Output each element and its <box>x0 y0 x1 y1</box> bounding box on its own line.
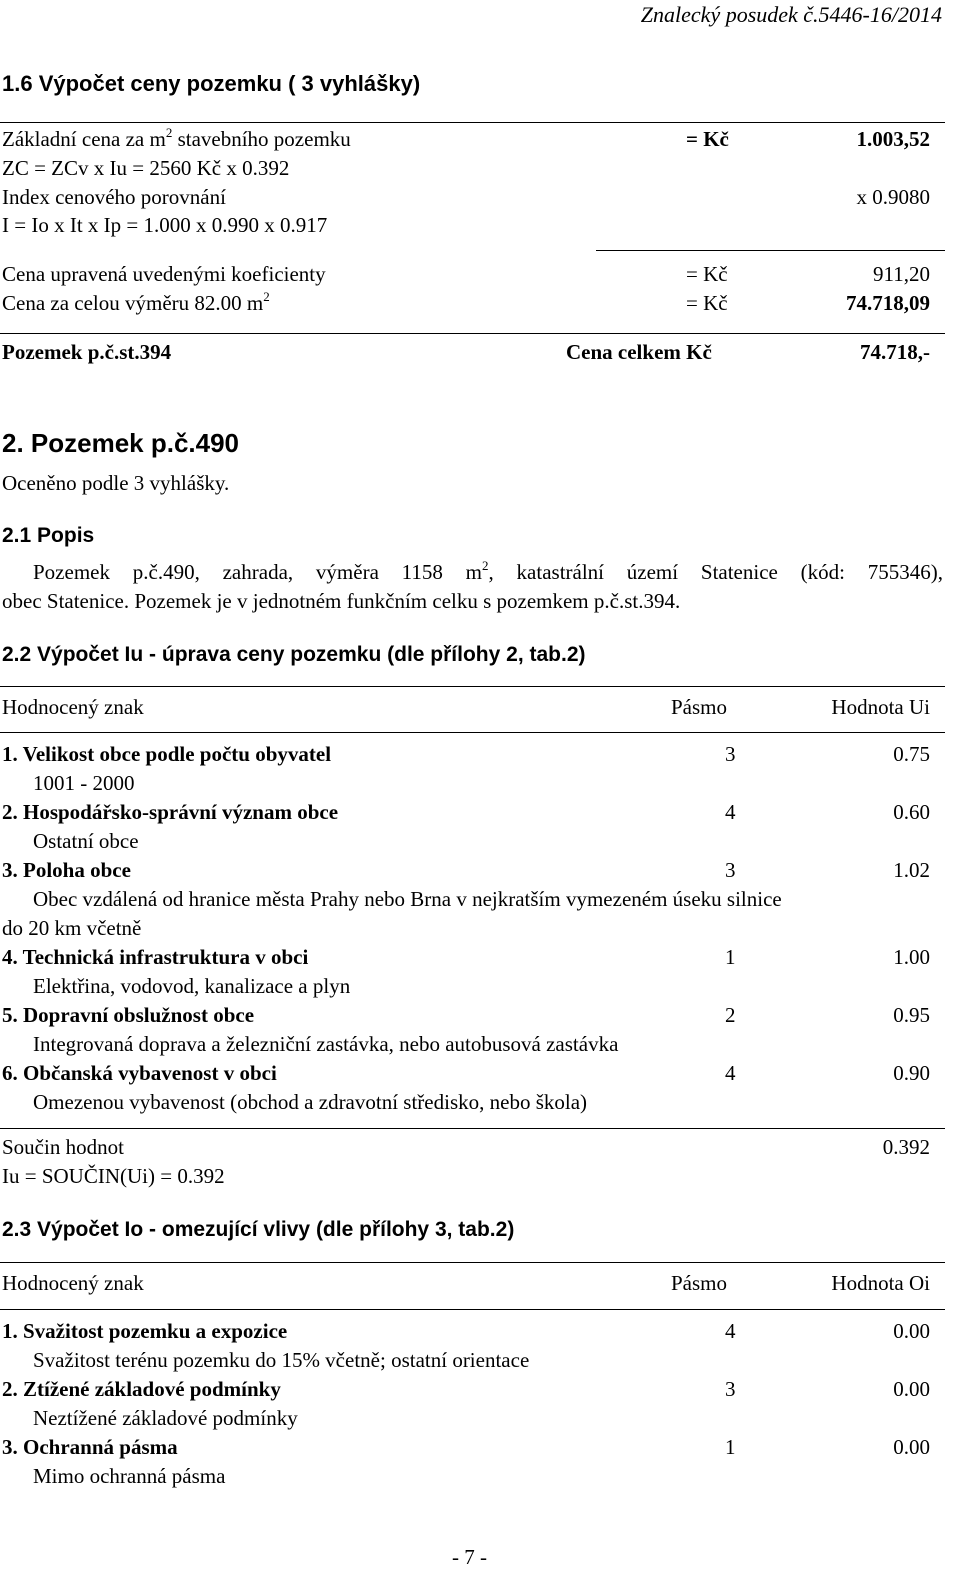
page-number: - 7 - <box>452 1545 487 1569</box>
criterion-zone: 3 <box>725 1377 736 1401</box>
divider <box>0 1262 945 1263</box>
criterion-name: 6. Občanská vybavenost v obci <box>2 1061 277 1085</box>
criterion-name: 1. Velikost obce podle počtu obyvatel <box>2 742 332 766</box>
criterion-description: Integrovaná doprava a železniční zastávka, nebo autobusová zastávka <box>33 1032 619 1056</box>
criterion-description-cont: do 20 km včetně <box>2 916 142 940</box>
description-line-2: obec Statenice. Pozemek je v jednotném funkčním celku s pozemkem p.č.st.394. <box>2 589 681 613</box>
section-heading-text: 1.6 Výpočet ceny pozemku ( 3 vyhlášky) <box>2 71 421 96</box>
section-heading-2: 2. Pozemek p.č.490 <box>2 428 240 458</box>
criterion-name: 4. Technická infrastruktura v obci <box>2 945 309 969</box>
criterion-description: Obec vzdálená od hranice města Prahy nebo Brna v nejkratším vymezeném úseku silnice <box>33 887 782 911</box>
divider <box>0 122 945 123</box>
parcel-total-value: 74.718,- <box>860 340 930 364</box>
total-area-price-unit: = Kč <box>686 291 728 315</box>
criterion-value: 0.00 <box>893 1435 930 1459</box>
base-price-label: Základní cena za $m^2$ stavebního pozemku <box>2 125 351 151</box>
base-price-value: 1.003,52 <box>856 127 930 151</box>
criterion-description: Svažitost terénu pozemku do 15% včetně; ostatní orientace <box>33 1348 530 1372</box>
iu-formula: Iu = SOUČIN(Ui) = 0.392 <box>2 1164 225 1188</box>
divider <box>0 1309 945 1310</box>
divider <box>0 1128 945 1129</box>
criterion-name: 5. Dopravní obslužnost obce <box>2 1003 255 1027</box>
product-label: Součin hodnot <box>2 1135 124 1159</box>
criterion-value: 1.02 <box>893 858 930 882</box>
section-heading-2-3: 2.3 Výpočet Io - omezující vlivy (dle přílohy 3, tab.2) <box>2 1218 515 1241</box>
adjusted-price-value: 911,20 <box>873 262 930 286</box>
table-header-value: Hodnota Oi <box>831 1271 930 1295</box>
description-line-1: Pozemek p.č.490, zahrada, výměra 1158 $m^2$, katastrální území Statenice (kód: 755346), <box>33 558 943 584</box>
price-index-label: Index cenového porovnání <box>2 185 226 209</box>
total-area-price-value: 74.718,09 <box>846 291 930 315</box>
criterion-zone: 1 <box>725 945 736 969</box>
base-price-unit: = Kč <box>686 127 729 151</box>
table-header-value: Hodnota Ui <box>831 695 930 719</box>
criterion-zone: 4 <box>725 1061 736 1085</box>
adjusted-price-label: Cena upravená uvedenými koeficienty <box>2 262 326 286</box>
criterion-value: 0.00 <box>893 1319 930 1343</box>
criterion-description: Ostatní obce <box>33 829 139 853</box>
table-header-feature: Hodnocený znak <box>2 695 144 719</box>
criterion-zone: 3 <box>725 742 736 766</box>
criterion-zone: 3 <box>725 858 736 882</box>
criterion-value: 0.00 <box>893 1377 930 1401</box>
criterion-description: Neztížené základové podmínky <box>33 1406 298 1430</box>
criterion-zone: 4 <box>725 800 736 824</box>
criterion-name: 2. Hospodářsko-správní význam obce <box>2 800 339 824</box>
criterion-description: 1001 - 2000 <box>33 771 135 795</box>
divider <box>0 732 945 733</box>
section-subtitle: Oceněno podle 3 vyhlášky. <box>2 471 230 495</box>
divider <box>0 686 945 687</box>
criterion-value: 1.00 <box>893 945 930 969</box>
document-header: Znalecký posudek č.5446-16/2014 <box>640 2 942 27</box>
total-area-price-label: Cena za celou výměru 82.00 $m^2$ <box>2 289 270 315</box>
criterion-value: 0.90 <box>893 1061 930 1085</box>
parcel-total-label: Pozemek p.č.st.394 <box>2 340 172 364</box>
section-heading-1-6 <box>2 70 420 98</box>
table-header-zone: Pásmo <box>671 695 728 719</box>
criterion-name: 3. Ochranná pásma <box>2 1435 178 1459</box>
adjusted-price-unit: = Kč <box>686 262 728 286</box>
price-index-value: x 0.9080 <box>856 185 930 209</box>
criterion-description: Mimo ochranná pásma <box>33 1464 226 1488</box>
criterion-value: 0.95 <box>893 1003 930 1027</box>
criterion-name: 3. Poloha obce <box>2 858 131 882</box>
price-index-formula: I = Io x It x Ip = 1.000 x 0.990 x 0.917 <box>2 213 328 237</box>
table-header-feature: Hodnocený znak <box>2 1271 144 1295</box>
base-price-formula: ZC = ZCv x Iu = 2560 Kč x 0.392 <box>2 156 290 180</box>
criterion-name: 2. Ztížené základové podmínky <box>2 1377 281 1401</box>
section-heading-2-2: 2.2 Výpočet Iu - úprava ceny pozemku (dle přílohy 2, tab.2) <box>2 643 586 666</box>
section-heading-2-1: 2.1 Popis <box>2 524 95 547</box>
table-header-zone: Pásmo <box>671 1271 728 1295</box>
criterion-description: Elektřina, vodovod, kanalizace a plyn <box>33 974 351 998</box>
divider <box>596 250 945 251</box>
criterion-zone: 2 <box>725 1003 736 1027</box>
product-value: 0.392 <box>882 1135 930 1159</box>
criterion-name: 1. Svažitost pozemku a expozice <box>2 1319 288 1343</box>
criterion-description: Omezenou vybavenost (obchod a zdravotní středisko, nebo škola) <box>33 1090 588 1114</box>
divider <box>0 333 945 334</box>
parcel-total-unit: Cena celkem Kč <box>566 340 712 364</box>
criterion-zone: 1 <box>725 1435 736 1459</box>
criterion-value: 0.75 <box>893 742 930 766</box>
criterion-value: 0.60 <box>893 800 930 824</box>
criterion-zone: 4 <box>725 1319 736 1343</box>
